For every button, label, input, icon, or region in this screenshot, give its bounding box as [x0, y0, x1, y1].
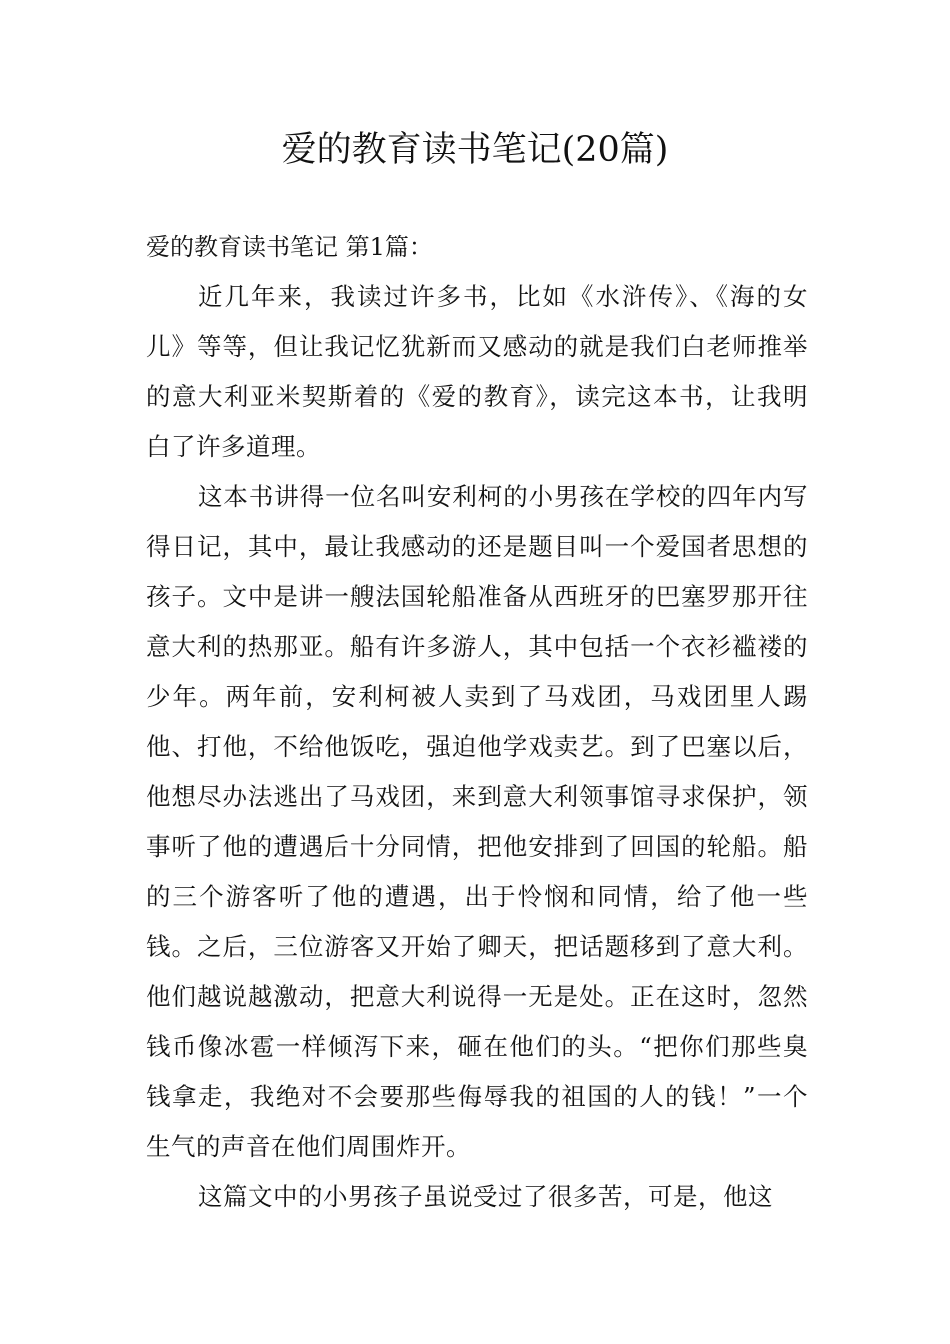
document-title: 爱的教育读书笔记(20篇)	[281, 130, 669, 170]
paragraph-1: 近几年来，我读过许多书，比如《水浒传》、《海的女儿》等等，但让我记忆犹新而又感动的就是我们白老师推举的意大利亚米契斯着的《爱的教育》，读完这本书，让我明白了许多道理。	[146, 282, 808, 461]
paragraph-3: 这篇文中的小男孩子虽说受过了很多苦，可是，他这	[198, 1182, 773, 1211]
document-body	[146, 222, 808, 1222]
paragraph-2: 这本书讲得一位名叫安利柯的小男孩在学校的四年内写得日记，其中，最让我感动的还是题目叫一个爱国者思想的孩子。文中是讲一艘法国轮船准备从西班牙的巴塞罗那开往意大利的热那亚。船有许多游人，其中包括一个衣衫褴褛的少年。两年前，安利柯被人卖到了马戏团，马戏团里人踢他、打他，不给他饭吃，强迫他学戏卖艺。到了巴塞以后，他想尽办法逃出了马戏团，来到意大利领事馆寻求保护，领事听了他的遭遇后十分同情，把他安排到了回国的轮船。船的三个游客听了他的遭遇，出于怜悯和同情，给了他一些钱。之后，三位游客又开始了卿天，把话题移到了意大利。他们越说越激动，把意大利说得一无是处。正在这时，忽然钱币像冰雹一样倾泻下来，砸在他们的头。“把你们那些臭钱拿走，我绝对不会要那些侮辱我的祖国的人的钱！”一个生气的声音在他们周围炸开。	[146, 482, 808, 1161]
section-heading: 爱的教育读书笔记 第1篇：	[146, 233, 433, 261]
